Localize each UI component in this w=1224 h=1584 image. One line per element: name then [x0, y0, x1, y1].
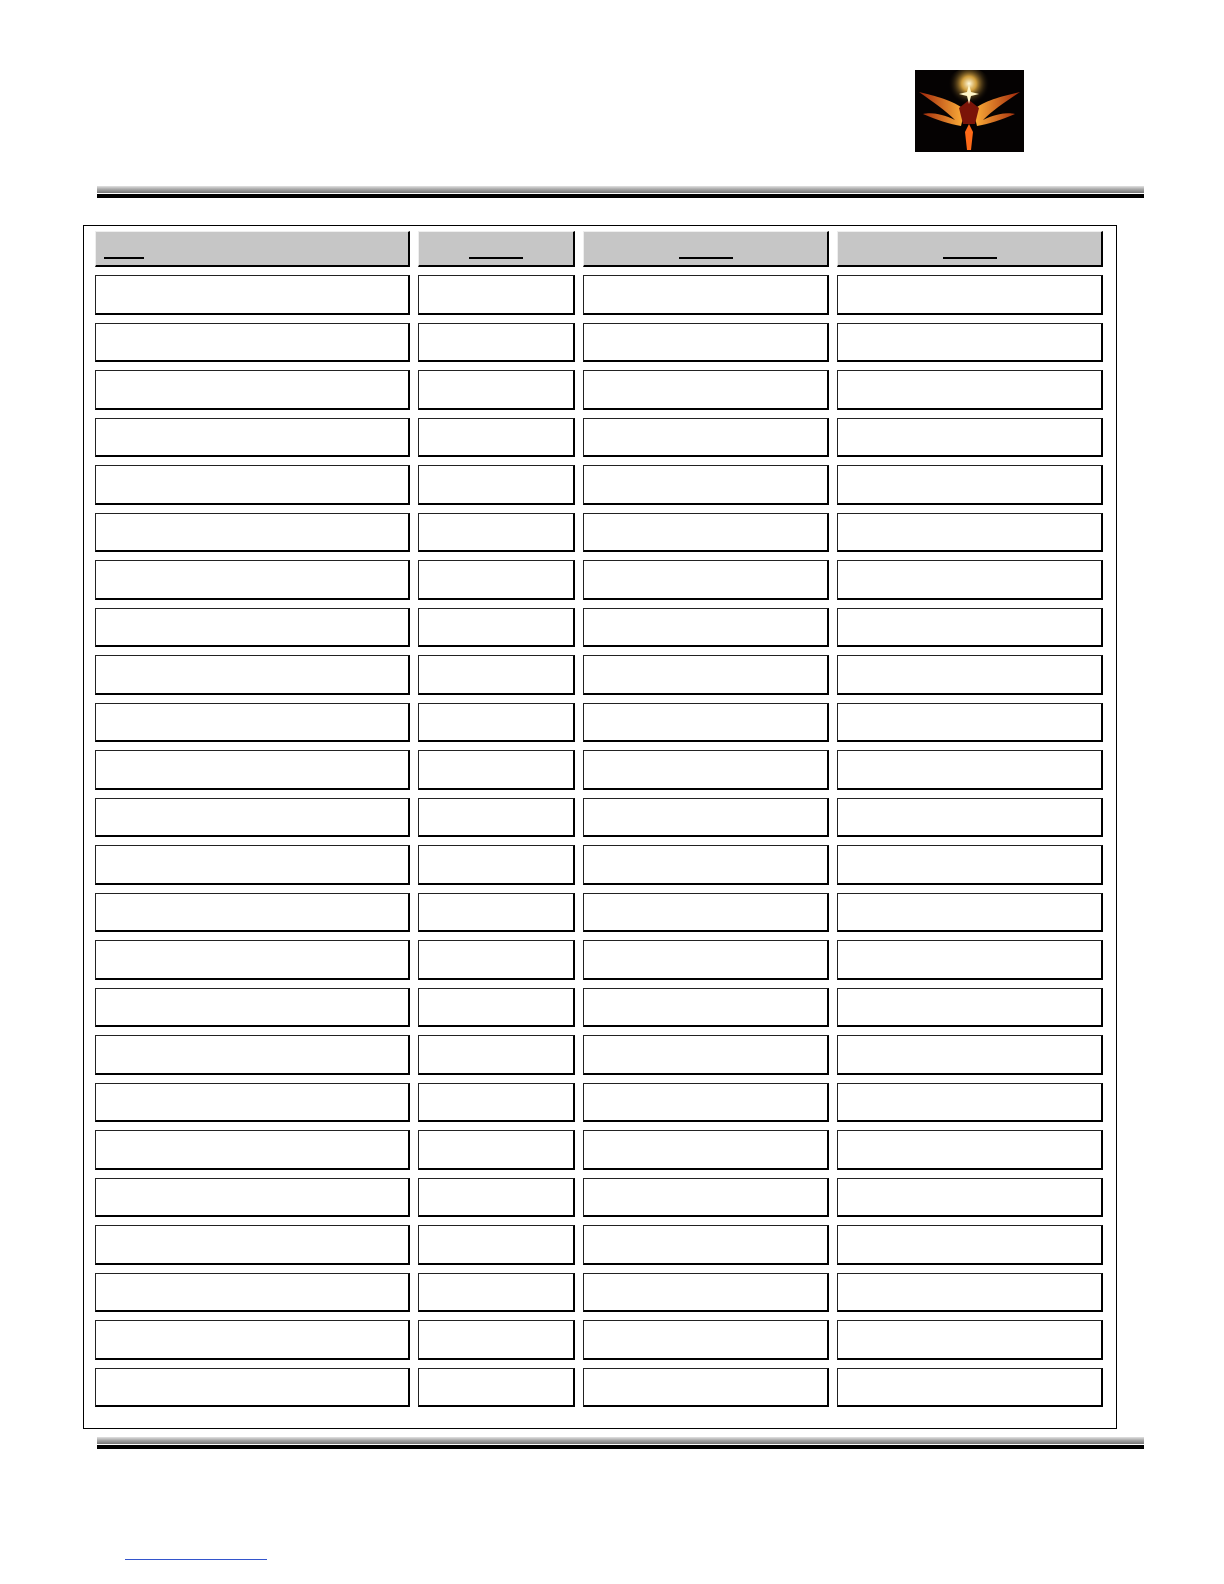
logo-emblem [915, 70, 1024, 152]
header-label-2 [469, 257, 523, 259]
table-cell[interactable] [418, 370, 575, 410]
table-row [95, 323, 1103, 363]
table-row [95, 1273, 1103, 1313]
table-cell[interactable] [583, 465, 829, 505]
table-cell[interactable] [583, 370, 829, 410]
table-cell[interactable] [95, 323, 410, 363]
table-cell[interactable] [583, 1225, 829, 1265]
table-cell[interactable] [95, 893, 410, 933]
table-row [95, 988, 1103, 1028]
footer-link[interactable] [125, 1559, 267, 1560]
table-cell[interactable] [95, 845, 410, 885]
table-cell[interactable] [583, 1320, 829, 1360]
table-cell[interactable] [418, 465, 575, 505]
winged-emblem-icon [915, 70, 1024, 152]
table-cell[interactable] [95, 513, 410, 553]
table-cell[interactable] [418, 845, 575, 885]
table-cell[interactable] [95, 418, 410, 458]
table-row [95, 560, 1103, 600]
table-cell[interactable] [418, 1083, 575, 1123]
table-row [95, 893, 1103, 933]
table-row [95, 1225, 1103, 1265]
table-cell[interactable] [583, 323, 829, 363]
table-cell[interactable] [837, 1130, 1103, 1170]
header-label-4 [943, 257, 997, 259]
table-cell[interactable] [583, 275, 829, 315]
table-cell[interactable] [95, 1130, 410, 1170]
table-cell[interactable] [418, 893, 575, 933]
table-cell[interactable] [95, 370, 410, 410]
table-cell[interactable] [95, 940, 410, 980]
table-cell[interactable] [95, 750, 410, 790]
table-body [95, 275, 1103, 1407]
table-row [95, 798, 1103, 838]
table-row [95, 655, 1103, 695]
table-cell[interactable] [95, 1368, 410, 1408]
table-row [95, 750, 1103, 790]
table-cell[interactable] [583, 513, 829, 553]
header-label-3 [679, 257, 733, 259]
table-cell[interactable] [95, 560, 410, 600]
table-cell[interactable] [583, 893, 829, 933]
table-cell[interactable] [583, 988, 829, 1028]
table-cell[interactable] [418, 1225, 575, 1265]
table-cell[interactable] [583, 655, 829, 695]
table-cell[interactable] [418, 418, 575, 458]
header-cell-4 [837, 231, 1103, 267]
table-cell[interactable] [837, 798, 1103, 838]
table-cell[interactable] [837, 275, 1103, 315]
table-cell[interactable] [418, 275, 575, 315]
table-cell[interactable] [418, 988, 575, 1028]
table-row [95, 465, 1103, 505]
table-cell[interactable] [418, 1273, 575, 1313]
table-cell[interactable] [95, 608, 410, 648]
table-cell[interactable] [837, 655, 1103, 695]
table-cell[interactable] [583, 560, 829, 600]
table-row [95, 513, 1103, 553]
table-cell[interactable] [95, 1083, 410, 1123]
table-cell[interactable] [837, 370, 1103, 410]
table-cell[interactable] [583, 1178, 829, 1218]
table-row [95, 608, 1103, 648]
form-table [87, 223, 1111, 1415]
form-sheet [83, 225, 1117, 1429]
table-cell[interactable] [837, 940, 1103, 980]
table-cell[interactable] [418, 608, 575, 648]
table-cell[interactable] [418, 750, 575, 790]
table-row [95, 845, 1103, 885]
table-row [95, 1130, 1103, 1170]
table-row [95, 1178, 1103, 1218]
table-cell[interactable] [583, 608, 829, 648]
table-cell[interactable] [418, 1035, 575, 1075]
table-cell[interactable] [837, 1225, 1103, 1265]
table-cell[interactable] [95, 275, 410, 315]
header-row [95, 231, 1103, 267]
header-cell-3 [583, 231, 829, 267]
table-cell[interactable] [583, 1035, 829, 1075]
table-cell[interactable] [583, 1368, 829, 1408]
table-cell[interactable] [418, 798, 575, 838]
table-cell[interactable] [837, 418, 1103, 458]
table-cell[interactable] [837, 1273, 1103, 1313]
table-row [95, 1035, 1103, 1075]
table-cell[interactable] [418, 940, 575, 980]
table-cell[interactable] [583, 940, 829, 980]
table-cell[interactable] [837, 608, 1103, 648]
header-label-1 [104, 257, 144, 259]
table-cell[interactable] [95, 1273, 410, 1313]
table-row [95, 940, 1103, 980]
table-cell[interactable] [418, 655, 575, 695]
table-cell[interactable] [837, 988, 1103, 1028]
table-cell[interactable] [95, 1320, 410, 1360]
table-cell[interactable] [95, 798, 410, 838]
table-cell[interactable] [418, 513, 575, 553]
table-cell[interactable] [837, 560, 1103, 600]
table-cell[interactable] [418, 1178, 575, 1218]
table-cell[interactable] [95, 1035, 410, 1075]
table-cell[interactable] [418, 1320, 575, 1360]
table-cell[interactable] [583, 798, 829, 838]
table-cell[interactable] [837, 513, 1103, 553]
table-cell[interactable] [837, 465, 1103, 505]
header-cell-1 [95, 231, 410, 267]
table-cell[interactable] [583, 703, 829, 743]
table-cell[interactable] [95, 655, 410, 695]
footer-rule [97, 1437, 1144, 1449]
table-cell[interactable] [837, 1083, 1103, 1123]
table-cell[interactable] [583, 750, 829, 790]
header-rule [97, 186, 1144, 198]
table-cell[interactable] [95, 703, 410, 743]
table-cell[interactable] [418, 703, 575, 743]
table-cell[interactable] [837, 845, 1103, 885]
table-cell[interactable] [837, 323, 1103, 363]
header-cell-2 [418, 231, 575, 267]
table-cell[interactable] [95, 1225, 410, 1265]
table-cell[interactable] [95, 465, 410, 505]
table-cell[interactable] [583, 418, 829, 458]
table-cell[interactable] [95, 1178, 410, 1218]
table-cell[interactable] [837, 703, 1103, 743]
table-cell[interactable] [583, 845, 829, 885]
table-cell[interactable] [837, 893, 1103, 933]
table-cell[interactable] [837, 1368, 1103, 1408]
table-row [95, 418, 1103, 458]
table-cell[interactable] [583, 1083, 829, 1123]
table-cell[interactable] [583, 1130, 829, 1170]
table-cell[interactable] [583, 1273, 829, 1313]
table-cell[interactable] [418, 323, 575, 363]
table-cell[interactable] [837, 1178, 1103, 1218]
table-row [95, 1368, 1103, 1408]
table-row [95, 1083, 1103, 1123]
table-cell[interactable] [418, 1130, 575, 1170]
table-row [95, 370, 1103, 410]
table-row [95, 275, 1103, 315]
table-cell[interactable] [837, 750, 1103, 790]
table-cell[interactable] [95, 988, 410, 1028]
table-cell[interactable] [418, 1368, 575, 1408]
table-row [95, 703, 1103, 743]
table-cell[interactable] [837, 1035, 1103, 1075]
table-cell[interactable] [837, 1320, 1103, 1360]
table-cell[interactable] [418, 560, 575, 600]
table-row [95, 1320, 1103, 1360]
